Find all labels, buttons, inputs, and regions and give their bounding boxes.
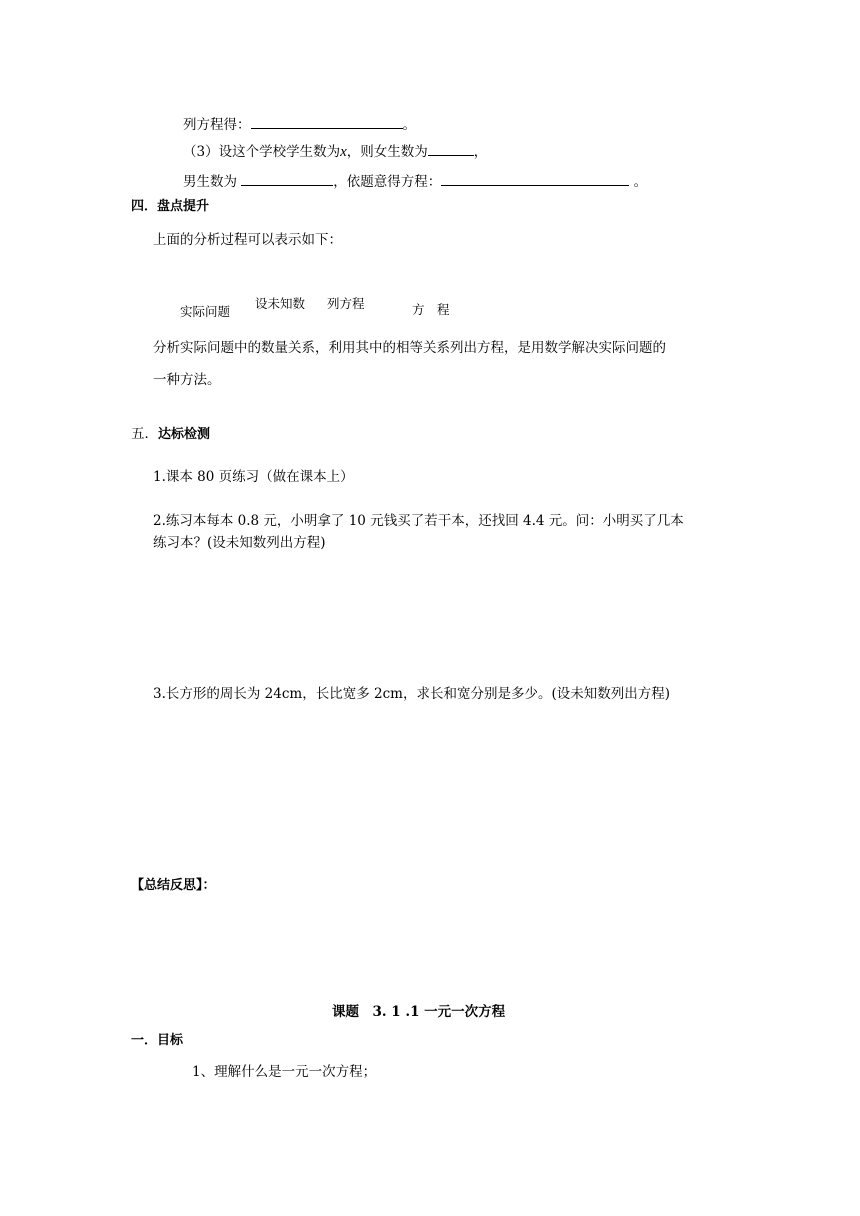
lesson-title: 课题 3. 1 .1 一元一次方程	[332, 1004, 506, 1020]
question-3-suffix: ，	[473, 144, 488, 160]
section-4-heading: 四．盘点提升	[131, 199, 210, 214]
answer-blank[interactable]	[251, 114, 403, 129]
variable-x: x	[340, 144, 347, 160]
equation-suffix: 。	[402, 117, 416, 133]
equation-blank[interactable]	[441, 171, 629, 186]
question-3-line	[183, 141, 487, 162]
flow-step-write-equation: 列方程	[327, 296, 365, 311]
exercise-2-line1: 2.练习本每本 0.8 元，小明拿了 10 元钱买了若干本，还找回 4.4 元。问：小明买了几本	[153, 513, 684, 529]
question-3-prefix: （3）设这个学校学生数为	[183, 144, 341, 160]
section-4-paragraph-line2: 一种方法。	[153, 372, 221, 388]
flow-step-set-unknown: 设未知数	[255, 296, 306, 311]
section-5-number: 五．	[131, 426, 158, 442]
section-4-paragraph-line1: 分析实际问题中的数量关系，利用其中的相等关系列出方程，是用数学解决实际问题的	[153, 340, 666, 356]
flow-step-equation: 方 程	[412, 302, 450, 317]
boys-prefix: 男生数为	[183, 174, 237, 190]
section-5-title: 达标检测	[158, 427, 211, 442]
lesson-goal-1: 1、理解什么是一元一次方程；	[192, 1064, 377, 1080]
exercise-1: 1.课本 80 页练习（做在课本上）	[153, 469, 354, 485]
girls-blank[interactable]	[428, 141, 474, 156]
question-3-mid: ，则女生数为	[346, 144, 428, 160]
flow-step-actual-problem: 实际问题	[180, 304, 231, 319]
boys-blank[interactable]	[241, 171, 333, 186]
lesson-section-1-heading: 一．目标	[131, 1033, 184, 1048]
boys-suffix: 。	[633, 174, 648, 190]
equation-line	[183, 114, 416, 135]
section-4-intro: 上面的分析过程可以表示如下：	[153, 232, 342, 248]
exercise-2-line2: 练习本？(设未知数列出方程)	[153, 535, 326, 551]
summary-heading: 【总结反思】：	[131, 878, 216, 893]
exercise-3: 3.长方形的周长为 24cm，长比宽多 2cm，求长和宽分别是多少。(设未知数列出方程)	[153, 686, 670, 702]
section-5-heading	[131, 424, 210, 445]
boys-mid: ，依题意得方程：	[333, 174, 442, 190]
boys-line	[183, 171, 647, 192]
equation-prefix: 列方程得：	[183, 117, 251, 133]
